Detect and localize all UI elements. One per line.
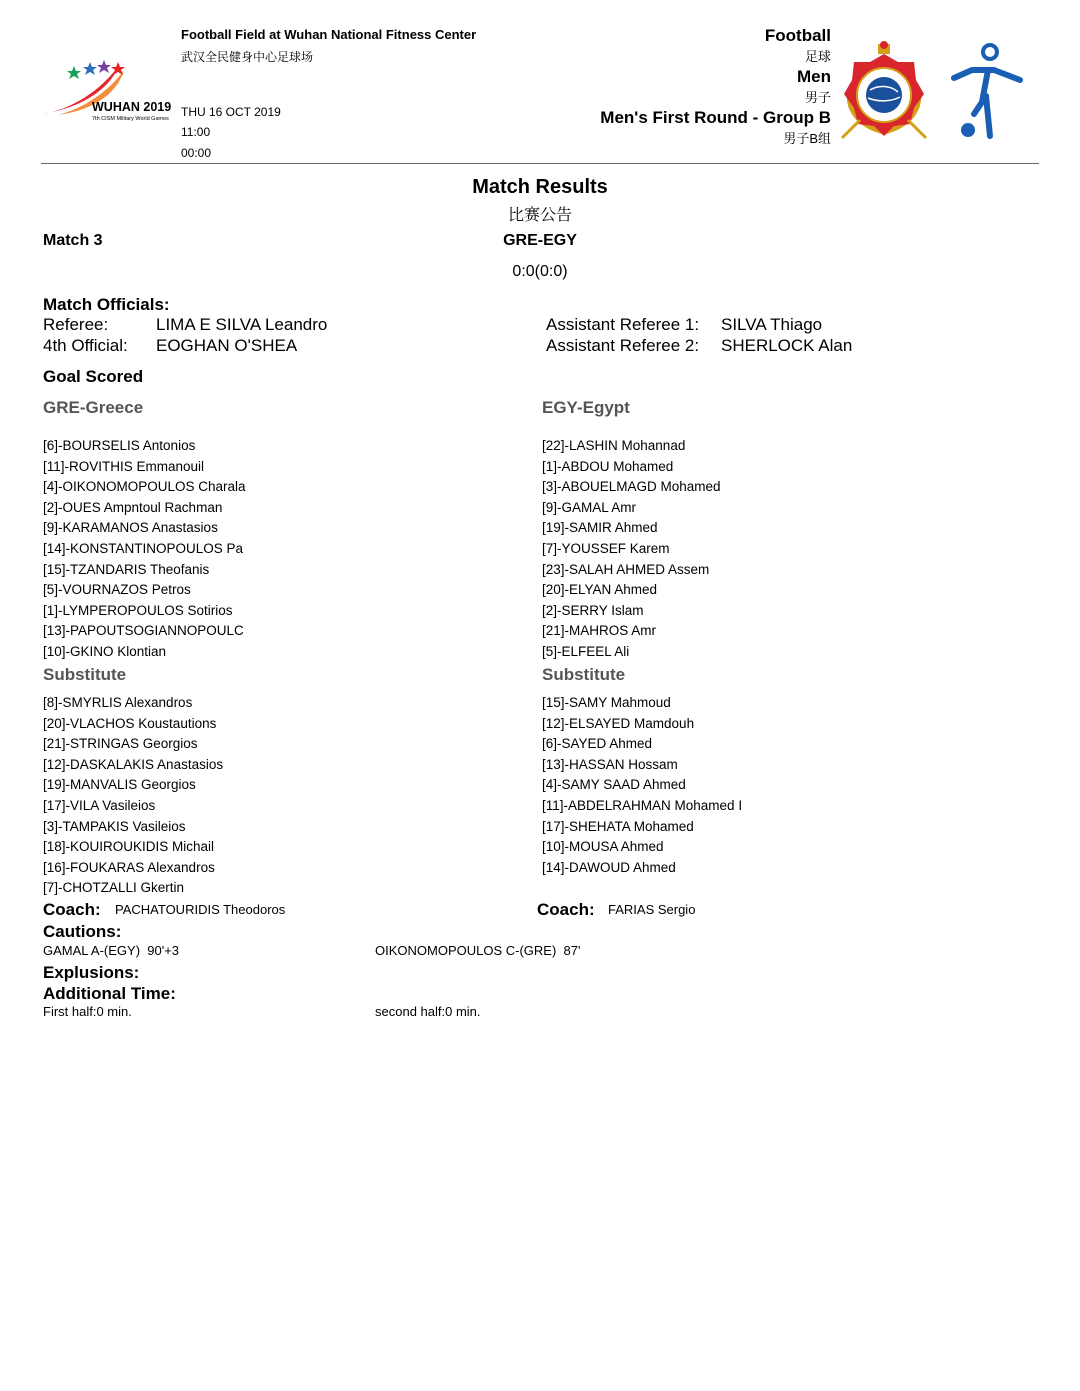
- list-item: [12]-ELSAYED Mamdouh: [542, 715, 695, 731]
- header-right-text: [600, 25, 831, 148]
- home-substitute-heading: Substitute: [43, 665, 127, 684]
- fourth-official-name: EOGHAN O'SHEA: [156, 336, 298, 355]
- cism-emblem: [838, 40, 930, 140]
- list-item: [1]-LYMPEROPOULOS Sotirios: [43, 602, 233, 618]
- logo-subtitle: 7th CISM Military World Games: [92, 116, 169, 122]
- assistant-referee-2-label: Assistant Referee 2:: [546, 336, 700, 355]
- match-code: GRE-EGY: [503, 232, 577, 249]
- caution-item: GAMAL A-(EGY) 90'+3: [43, 943, 180, 958]
- sport-cn: 足球: [804, 49, 831, 64]
- list-item: [9]-GAMAL Amr: [542, 499, 637, 515]
- list-item: [4]-SAMY SAAD Ahmed: [542, 777, 686, 793]
- list-item: [13]-PAPOUTSOGIANNOPOULC: [43, 623, 244, 639]
- football-player-icon: [948, 40, 1028, 140]
- list-item: [11]-ROVITHIS Emmanouil: [43, 458, 205, 474]
- list-item: [6]-BOURSELIS Antonios: [43, 438, 196, 453]
- assistant-referee-1-name: SILVA Thiago: [721, 315, 823, 334]
- list-item: [5]-ELFEEL Ali: [542, 643, 630, 659]
- list-item: [19]-MANVALIS Georgios: [43, 777, 196, 793]
- home-team-name: GRE-Greece: [43, 398, 144, 417]
- assistant-referee-2-name: SHERLOCK Alan: [721, 336, 853, 355]
- list-item: [14]-DAWOUD Ahmed: [542, 859, 676, 875]
- referee-name: LIMA E SILVA Leandro: [156, 315, 328, 334]
- referee-label: Referee:: [43, 315, 109, 334]
- list-item: [14]-KONSTANTINOPOULOS Pa: [43, 540, 244, 556]
- list-item: [17]-SHEHATA Mohamed: [542, 818, 694, 834]
- additional-time-heading: Additional Time:: [43, 984, 176, 1003]
- list-item: [12]-DASKALAKIS Anastasios: [43, 756, 224, 772]
- additional-second-half: second half:0 min.: [375, 1004, 481, 1019]
- fourth-official-label: 4th Official:: [43, 336, 128, 355]
- list-item: [23]-SALAH AHMED Assem: [542, 561, 710, 577]
- report-title-en: Match Results: [472, 176, 608, 198]
- cism-emblem-icon: [838, 40, 930, 140]
- games-logo: [40, 52, 175, 127]
- sport-en: Football: [764, 26, 831, 45]
- list-item: [1]-ABDOU Mohamed: [542, 458, 674, 474]
- gender-cn: 男子: [804, 90, 831, 105]
- round-cn: 男子B组: [783, 131, 831, 146]
- gender-en: Men: [797, 67, 831, 86]
- match-score: 0:0(0:0): [512, 263, 568, 280]
- goals-heading: Goal Scored: [43, 367, 144, 386]
- list-item: [8]-SMYRLIS Alexandros: [43, 695, 193, 710]
- logo-title: WUHAN 2019: [92, 100, 172, 114]
- list-item: [7]-CHOTZALLI Gkertin: [43, 880, 185, 896]
- away-coach-name: FARIAS Sergio: [608, 902, 696, 917]
- venue-cn: 武汉全民健身中心足球场: [181, 50, 314, 64]
- football-pictogram: [948, 40, 1028, 140]
- round-en: Men's First Round - Group B: [600, 108, 831, 127]
- explusions-heading: Explusions:: [43, 963, 140, 982]
- list-item: [17]-VILA Vasileios: [43, 797, 156, 813]
- list-item: [9]-KARAMANOS Anastasios: [43, 520, 218, 536]
- header-divider: [41, 163, 1039, 164]
- list-item: [3]-TAMPAKIS Vasileios: [43, 818, 186, 834]
- list-item: [13]-HASSAN Hossam: [542, 756, 678, 772]
- match-date: THU 16 OCT 2019: [181, 105, 281, 119]
- away-substitute-heading: Substitute: [542, 665, 626, 684]
- list-item: [22]-LASHIN Mohannad: [542, 438, 686, 453]
- home-starters-list: [43, 436, 248, 663]
- list-item: [16]-FOUKARAS Alexandros: [43, 859, 215, 875]
- list-item: [7]-YOUSSEF Karem: [542, 540, 670, 556]
- list-item: [21]-STRINGAS Georgios: [43, 736, 198, 752]
- match-number: Match 3: [43, 232, 103, 249]
- venue-en: Football Field at Wuhan National Fitness Center: [181, 27, 477, 42]
- list-item: [10]-GKINO Klontian: [43, 643, 167, 659]
- assistant-referee-1-label: Assistant Referee 1:: [546, 315, 700, 334]
- officials-heading: Match Officials:: [43, 295, 170, 314]
- away-team-name: EGY-Egypt: [542, 398, 630, 417]
- list-item: [11]-ABDELRAHMAN Mohamed I: [542, 797, 743, 813]
- list-item: [21]-MAHROS Amr: [542, 623, 657, 639]
- home-coach-name: PACHATOURIDIS Theodoros: [115, 902, 286, 917]
- away-subs-list: [542, 693, 747, 878]
- list-item: [5]-VOURNAZOS Petros: [43, 582, 191, 598]
- list-item: [2]-OUES Ampntoul Rachman: [43, 499, 223, 515]
- away-starters-list: [542, 436, 747, 663]
- list-item: [15]-SAMY Mahmoud: [542, 695, 671, 710]
- list-item: [2]-SERRY Islam: [542, 602, 644, 618]
- match-time: 11:00: [181, 125, 211, 139]
- list-item: [20]-ELYAN Ahmed: [542, 582, 658, 598]
- caution-item: OIKONOMOPOULOS C-(GRE) 87': [375, 943, 581, 958]
- away-coach-label: Coach:: [537, 900, 595, 919]
- list-item: [6]-SAYED Ahmed: [542, 736, 653, 752]
- home-coach-label: Coach:: [43, 900, 101, 919]
- list-item: [10]-MOUSA Ahmed: [542, 839, 664, 855]
- list-item: [3]-ABOUELMAGD Mohamed: [542, 479, 721, 495]
- additional-first-half: First half:0 min.: [43, 1004, 132, 1019]
- home-subs-list: [43, 693, 248, 899]
- cautions-heading: Cautions:: [43, 922, 122, 941]
- list-item: [15]-TZANDARIS Theofanis: [43, 561, 210, 577]
- list-item: [20]-VLACHOS Koustautions: [43, 715, 217, 731]
- match-time-2: 00:00: [181, 146, 212, 160]
- list-item: [19]-SAMIR Ahmed: [542, 520, 658, 536]
- report-title-cn: 比赛公告: [507, 207, 572, 224]
- list-item: [4]-OIKONOMOPOULOS Charala: [43, 479, 246, 495]
- list-item: [18]-KOUIROUKIDIS Michail: [43, 839, 215, 855]
